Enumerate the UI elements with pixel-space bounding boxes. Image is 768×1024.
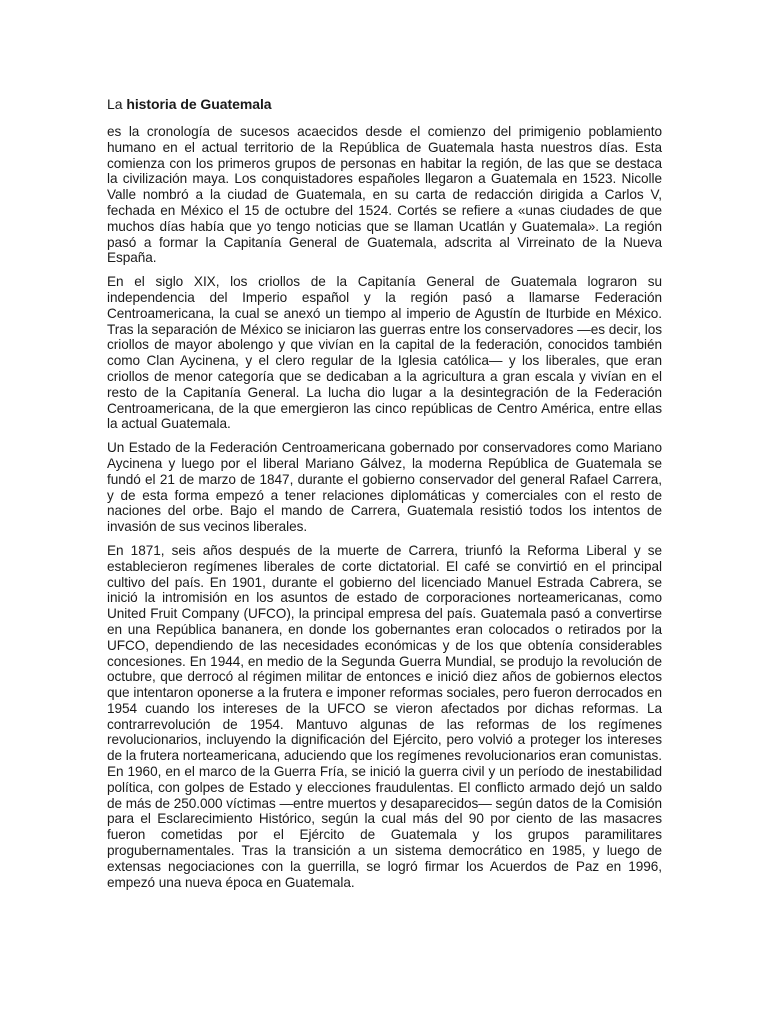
title-bold: historia de Guatemala [126, 96, 272, 112]
paragraph-3: Un Estado de la Federación Centroamericana gobernado por conservadores como Mariano Aycinena y luego por el liberal Mariano Gálvez, la moderna República de Guatemala se fundó el 21 de marzo de 1847, durante el gobierno conservador del general Rafael Carrera, y de esta forma empezó a tener relaciones diplomáticas y comerciales con el resto de naciones del orbe. Bajo el mando de Carrera, Guatemala resistió todos los intentos de invasión de sus vecinos liberales. [107, 440, 662, 535]
document-body [107, 96, 662, 898]
paragraph-4: En 1871, seis años después de la muerte de Carrera, triunfó la Reforma Liberal y se establecieron regímenes liberales de corte dictatorial. El café se convirtió en el principal cultivo del país. En 1901, durante el gobierno del licenciado Manuel Estrada Cabrera, se inició la intromisión en los asuntos de estado de corporaciones norteamericanas, como United Fruit Company (UFCO), la principal empresa del país. Guatemala pasó a convertirse en una República bananera, en donde los gobernantes eran colocados o retirados por la UFCO, dependiendo de las necesidades económicas y de los que obtenía considerables concesiones. En 1944, en medio de la Segunda Guerra Mundial, se produjo la revolución de octubre, que derrocó al régimen militar de entonces e inició diez años de gobiernos electos que intentaron oponerse a la frutera e imponer reformas sociales, pero fueron derrocados en 1954 cuando los intereses de la UFCO se vieron afectados por dichas reformas. La contrarrevolución de 1954. Mantuvo algunas de las reformas de los regímenes revolucionarios, incluyendo la dignificación del Ejército, pero volvió a proteger los intereses de la frutera norteamericana, aduciendo que los regímenes revolucionarios eran comunistas. En 1960, en el marco de la Guerra Fría, se inició la guerra civil y un período de inestabilidad política, con golpes de Estado y elecciones fraudulentas. El conflicto armado dejó un saldo de más de 250.000 víctimas —entre muertos y desaparecidos— según datos de la Comisión para el Esclarecimiento Histórico, según la cual más del 90 por ciento de las masacres fueron cometidas por el Ejército de Guatemala y los grupos paramilitares progubernamentales. Tras la transición a un sistema democrático en 1985, y luego de extensas negociaciones con la guerrilla, se logró firmar los Acuerdos de Paz en 1996, empezó una nueva época en Guatemala. [107, 542, 662, 890]
title-prefix: La [107, 96, 127, 112]
document-title [107, 96, 662, 113]
paragraph-1: es la cronología de sucesos acaecidos desde el comienzo del primigenio poblamiento humano en el actual territorio de la República de Guatemala hasta nuestros días. Esta comienza con los primeros grupos de personas en habitar la región, de las que se destaca la civilización maya. Los conquistadores españoles llegaron a Guatemala en 1523. Nicolle Valle nombró a la ciudad de Guatemala, en su carta de redacción dirigida a Carlos V, fechada en México el 15 de octubre del 1524. Cortés se refiere a «unas ciudades de que muchos días había que yo tengo noticias que se llaman Ucatlán y Guatemala». La región pasó a formar la Capitanía General de Guatemala, adscrita al Virreinato de la Nueva España. [107, 124, 662, 266]
paragraph-2: En el siglo XIX, los criollos de la Capitanía General de Guatemala lograron su independencia del Imperio español y la región pasó a llamarse Federación Centroamericana, la cual se anexó un tiempo al imperio de Agustín de Iturbide en México. Tras la separación de México se iniciaron las guerras entre los conservadores —es decir, los criollos de mayor abolengo y que vivían en la capital de la federación, conocidos también como Clan Aycinena, y el clero regular de la Iglesia católica— y los liberales, que eran criollos de menor categoría que se dedicaban a la agricultura a gran escala y vivían en el resto de la Capitanía General. La lucha dio lugar a la desintegración de la Federación Centroamericana, de la que emergieron las cinco repúblicas de Centro América, entre ellas la actual Guatemala. [107, 274, 662, 432]
